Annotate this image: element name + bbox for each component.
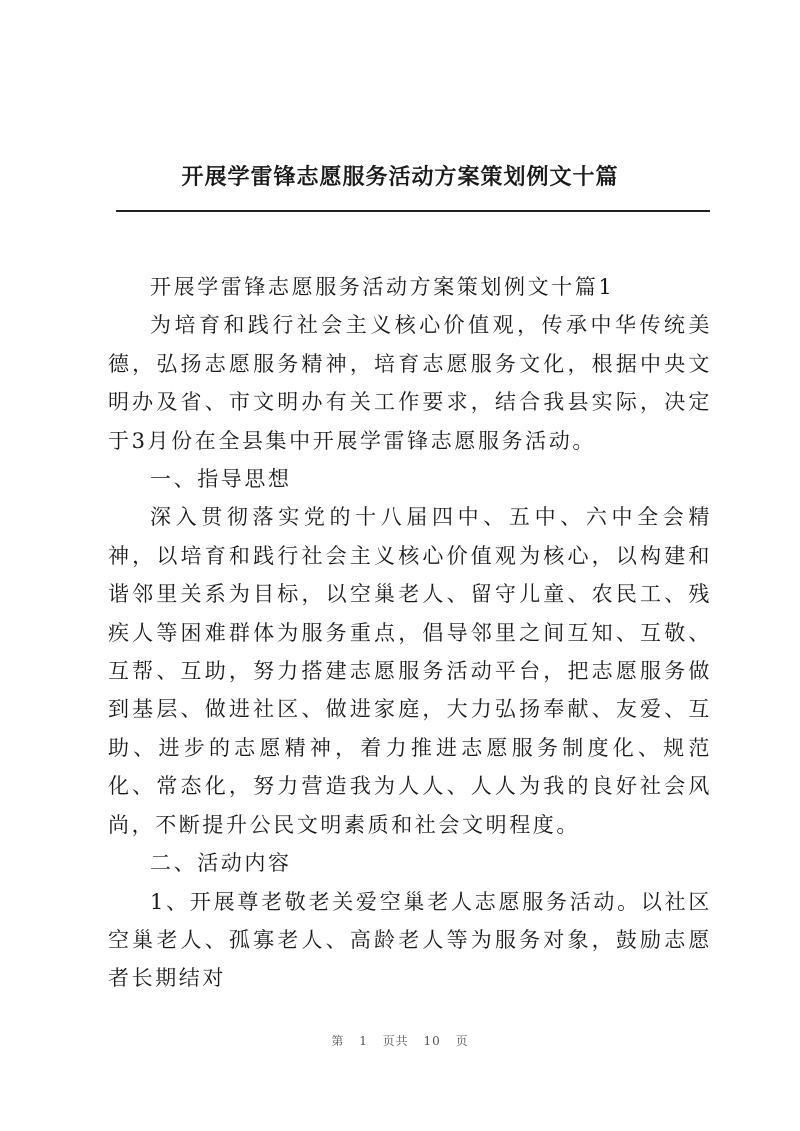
footer-current-page: 1 [359,1034,368,1048]
footer-label-of: 页共 [382,1034,409,1048]
paragraph-activity-1: 1、开展尊老敬老关爱空巢老人志愿服务活动。以社区空巢老人、孤寡老人、高龄老人等为服务对象，鼓励志愿者长期结对 [108,889,712,991]
footer-label-page: 第 [331,1034,345,1048]
document-title: 开展学雷锋志愿服务活动方案策划例文十篇 [181,164,619,190]
footer-label-end: 页 [455,1034,469,1048]
document-body [108,268,712,998]
footer-total-pages: 10 [423,1034,441,1048]
title-divider [116,210,710,212]
section-heading-guiding-ideology: 一、指导思想 [150,467,292,492]
page-footer [0,1032,800,1049]
paragraph-guiding-ideology: 深入贯彻落实党的十八届四中、五中、六中全会精神，以培育和践行社会主义核心价值观为核心，以构建和谐邻里关系为目标，以空巢老人、留守儿童、农民工、残疾人等困难群体为服务重点，倡导邻里之间互知、互敬、互帮、互助，努力搭建志愿服务活动平台，把志愿服务做到基层、做进社区、做进家庭，大力弘扬奉献、友爱、互助、进步的志愿精神，着力推进志愿服务制度化、规范化、常态化，努力营造我为人人、人人为我的良好社会风尚，不断提升公民文明素质和社会文明程度。 [108,505,712,837]
paragraph-intro: 为培育和践行社会主义核心价值观，传承中华传统美德，弘扬志愿服务精神，培育志愿服务文化，根据中央文明办及省、市文明办有关工作要求，结合我县实际，决定于3月份在全县集中开展学雷锋志愿服务活动。 [108,313,712,453]
document-subtitle: 开展学雷锋志愿服务活动方案策划例文十篇1 [150,275,615,299]
section-heading-activity-content: 二、活动内容 [150,851,292,876]
